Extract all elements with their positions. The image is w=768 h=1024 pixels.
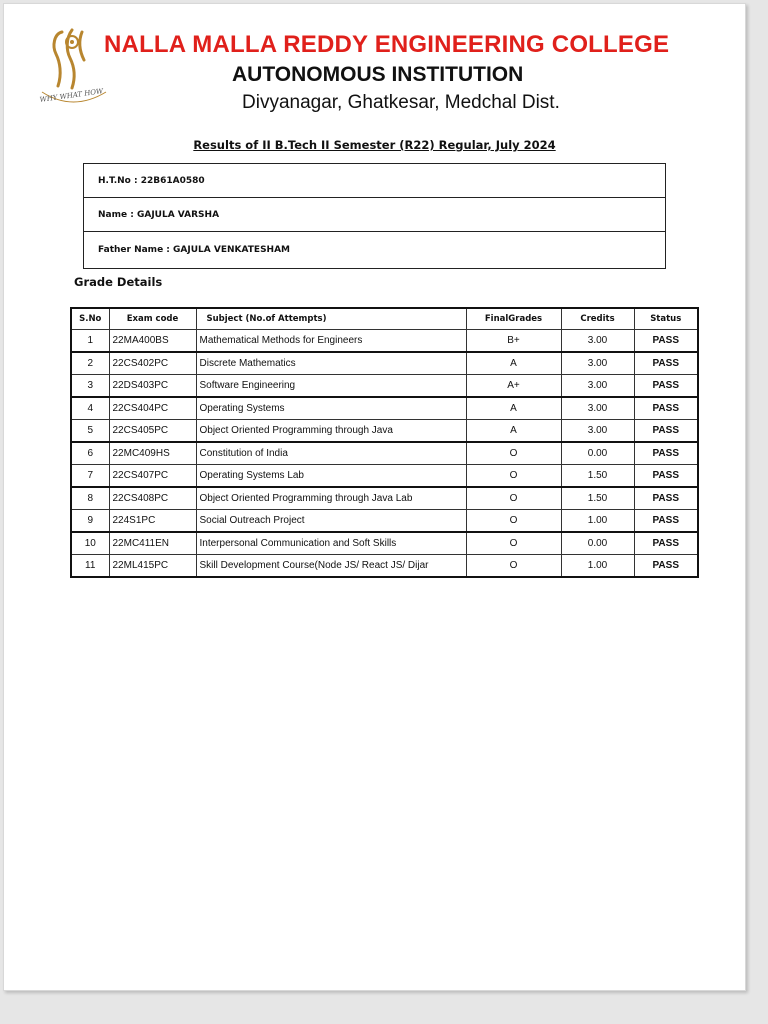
cell-final-grade: O: [466, 532, 561, 555]
cell-subject: Social Outreach Project: [196, 510, 466, 533]
cell-final-grade: O: [466, 442, 561, 465]
cell-final-grade: A+: [466, 375, 561, 398]
header-credits: Credits: [561, 308, 634, 330]
cell-status: PASS: [634, 442, 698, 465]
student-info-box: [83, 163, 666, 269]
cell-credits: 3.00: [561, 330, 634, 353]
table-row: [71, 465, 698, 488]
result-page: [3, 3, 746, 991]
table-row: [71, 375, 698, 398]
cell-final-grade: A: [466, 420, 561, 443]
ht-number: 22B61A0580: [140, 175, 205, 186]
cell-status: PASS: [634, 375, 698, 398]
cell-exam-code: 22CS408PC: [109, 487, 196, 510]
cell-credits: 0.00: [561, 532, 634, 555]
cell-exam-code: 22DS403PC: [109, 375, 196, 398]
cell-status: PASS: [634, 532, 698, 555]
cell-status: PASS: [634, 397, 698, 420]
name-label: Name :: [98, 209, 134, 220]
cell-exam-code: 22MA400BS: [109, 330, 196, 353]
cell-final-grade: O: [466, 465, 561, 488]
father-label: Father Name :: [98, 245, 170, 255]
cell-sno: 3: [71, 375, 109, 398]
header-subject: Subject (No.of Attempts): [196, 308, 466, 330]
cell-sno: 5: [71, 420, 109, 443]
cell-exam-code: 22MC411EN: [109, 532, 196, 555]
table-header-row: [71, 308, 698, 330]
grade-details-heading: Grade Details: [74, 275, 163, 289]
cell-credits: 1.00: [561, 555, 634, 578]
cell-sno: 7: [71, 465, 109, 488]
cell-subject: Software Engineering: [196, 375, 466, 398]
cell-sno: 11: [71, 555, 109, 578]
cell-credits: 3.00: [561, 352, 634, 375]
cell-subject: Constitution of India: [196, 442, 466, 465]
cell-final-grade: A: [466, 352, 561, 375]
results-title: Results of II B.Tech II Semester (R22) Regular, July 2024: [193, 138, 556, 152]
cell-status: PASS: [634, 420, 698, 443]
college-logo: [32, 24, 114, 110]
cell-sno: 10: [71, 532, 109, 555]
ht-label: H.T.No :: [98, 175, 138, 186]
cell-sno: 1: [71, 330, 109, 353]
cell-exam-code: 22MC409HS: [109, 442, 196, 465]
cell-sno: 8: [71, 487, 109, 510]
cell-status: PASS: [634, 555, 698, 578]
cell-credits: 0.00: [561, 442, 634, 465]
svg-text:WHY WHAT HOW: WHY WHAT HOW: [39, 87, 104, 104]
cell-final-grade: B+: [466, 330, 561, 353]
cell-exam-code: 224S1PC: [109, 510, 196, 533]
cell-subject: Object Oriented Programming through Java: [196, 420, 466, 443]
cell-sno: 6: [71, 442, 109, 465]
table-row: [71, 397, 698, 420]
header-status: Status: [634, 308, 698, 330]
cell-exam-code: 22CS402PC: [109, 352, 196, 375]
cell-final-grade: O: [466, 555, 561, 578]
cell-status: PASS: [634, 352, 698, 375]
institution-type: AUTONOMOUS INSTITUTION: [232, 63, 524, 86]
cell-subject: Operating Systems: [196, 397, 466, 420]
hall-ticket-row: [84, 164, 665, 198]
college-name: NALLA MALLA REDDY ENGINEERING COLLEGE: [104, 31, 670, 58]
father-name: GAJULA VENKATESHAM: [173, 245, 290, 255]
table-row: [71, 487, 698, 510]
cell-final-grade: A: [466, 397, 561, 420]
cell-credits: 1.50: [561, 487, 634, 510]
table-row: [71, 555, 698, 578]
table-row: [71, 330, 698, 353]
cell-exam-code: 22CS404PC: [109, 397, 196, 420]
header-exam-code: Exam code: [109, 308, 196, 330]
cell-credits: 1.50: [561, 465, 634, 488]
cell-credits: 3.00: [561, 397, 634, 420]
table-row: [71, 420, 698, 443]
cell-subject: Discrete Mathematics: [196, 352, 466, 375]
cell-subject: Mathematical Methods for Engineers: [196, 330, 466, 353]
father-name-row: [84, 232, 665, 268]
cell-status: PASS: [634, 330, 698, 353]
table-row: [71, 532, 698, 555]
cell-status: PASS: [634, 487, 698, 510]
cell-exam-code: 22ML415PC: [109, 555, 196, 578]
student-name-row: [84, 198, 665, 232]
cell-credits: 3.00: [561, 375, 634, 398]
college-address: Divyanagar, Ghatkesar, Medchal Dist.: [242, 92, 560, 113]
cell-subject: Operating Systems Lab: [196, 465, 466, 488]
cell-credits: 3.00: [561, 420, 634, 443]
student-name: GAJULA VARSHA: [136, 209, 220, 220]
table-row: [71, 442, 698, 465]
cell-credits: 1.00: [561, 510, 634, 533]
cell-status: PASS: [634, 465, 698, 488]
cell-sno: 4: [71, 397, 109, 420]
cell-final-grade: O: [466, 487, 561, 510]
cell-sno: 9: [71, 510, 109, 533]
header-final-grades: FinalGrades: [466, 308, 561, 330]
header-sno: S.No: [71, 308, 109, 330]
cell-exam-code: 22CS405PC: [109, 420, 196, 443]
table-row: [71, 352, 698, 375]
cell-status: PASS: [634, 510, 698, 533]
cell-sno: 2: [71, 352, 109, 375]
cell-subject: Skill Development Course(Node JS/ React JS/ Dijar: [196, 555, 466, 578]
cell-subject: Interpersonal Communication and Soft Skills: [196, 532, 466, 555]
grade-table: [70, 307, 699, 578]
table-row: [71, 510, 698, 533]
cell-exam-code: 22CS407PC: [109, 465, 196, 488]
cell-subject: Object Oriented Programming through Java Lab: [196, 487, 466, 510]
cell-final-grade: O: [466, 510, 561, 533]
